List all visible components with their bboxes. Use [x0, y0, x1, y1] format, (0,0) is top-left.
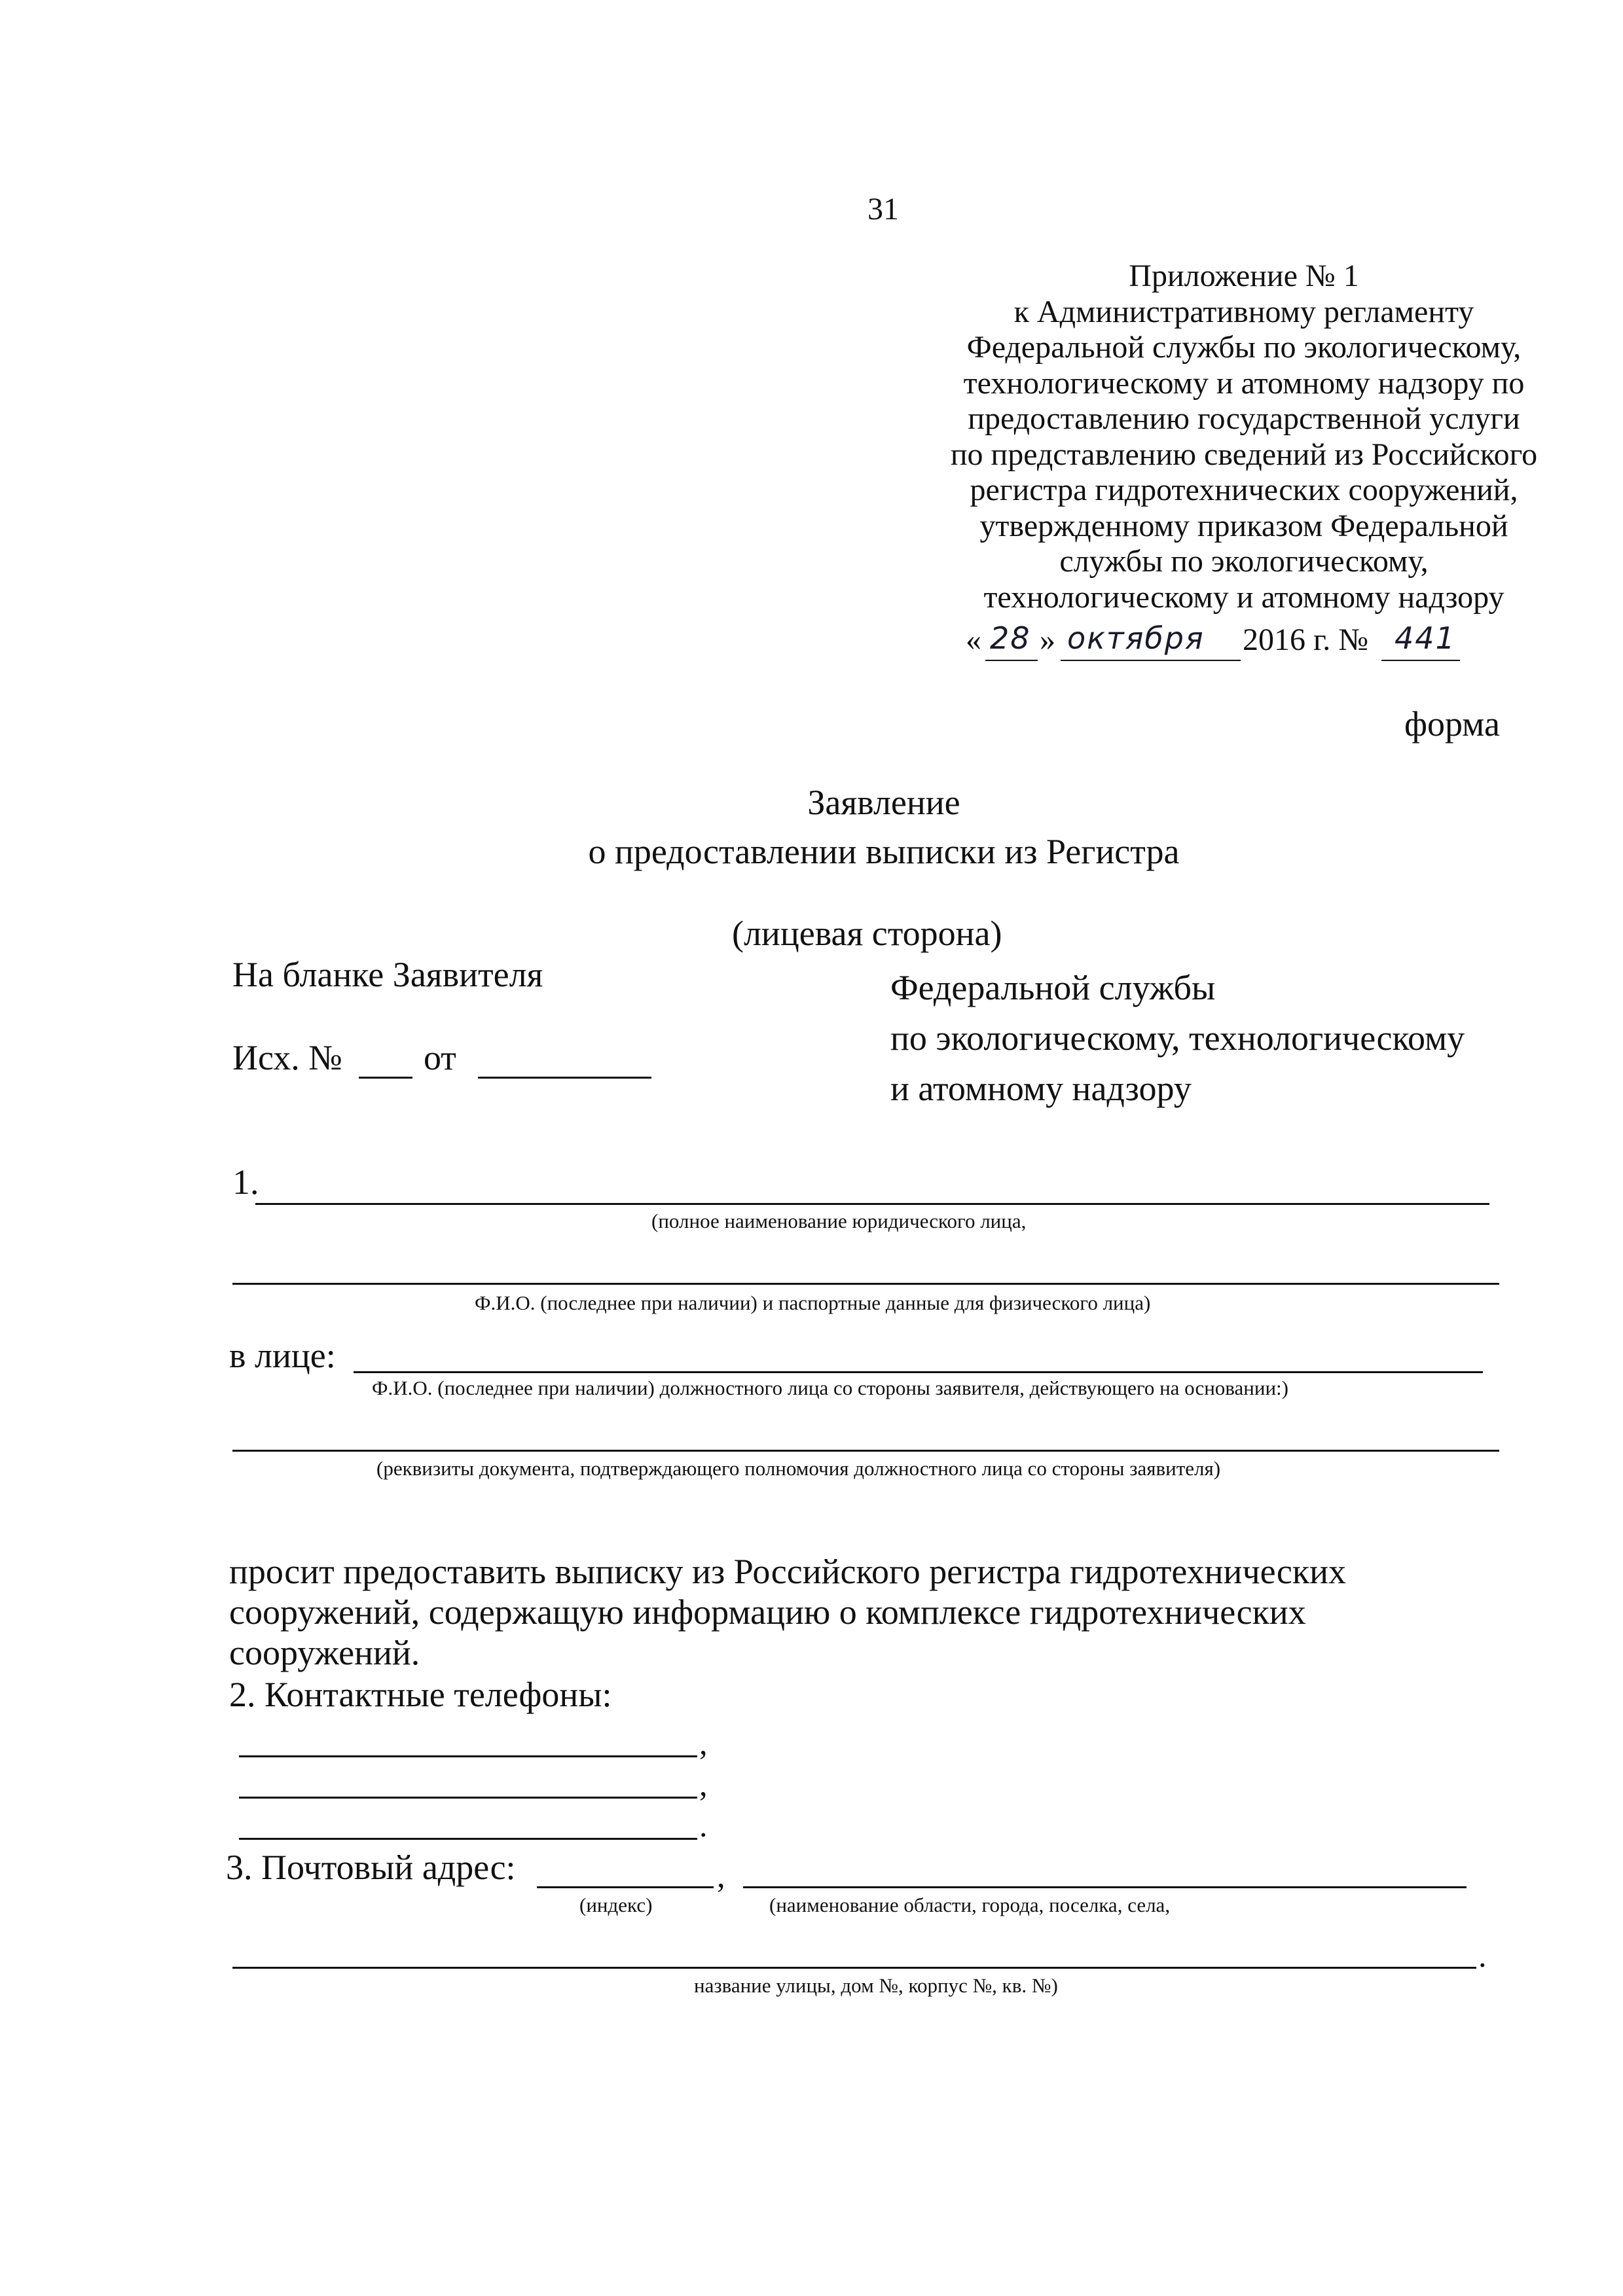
representative-name-line[interactable]	[354, 1371, 1483, 1373]
field-hint: (реквизиты документа, подтверждающего полномочия должностного лица со стороны заявителя)	[376, 1457, 1221, 1480]
addressee-line: Федеральной службы	[890, 968, 1216, 1007]
postal-locality-line[interactable]	[743, 1886, 1467, 1888]
ref-number-label: Исх. №	[232, 1038, 342, 1077]
appendix-line: предоставлению государственной услуги	[968, 401, 1520, 436]
authority-document-line[interactable]	[232, 1450, 1499, 1452]
appendix-line: по представлению сведений из Российского	[950, 437, 1538, 472]
phone-separator: ,	[699, 1766, 708, 1803]
phone-separator: ,	[699, 1725, 708, 1761]
representative-label: в лице:	[229, 1336, 336, 1375]
handwritten-number: 441	[1395, 620, 1456, 656]
field-hint: (индекс)	[579, 1893, 653, 1916]
appendix-line: утвержденному приказом Федеральной	[979, 508, 1508, 543]
request-text: сооружений.	[229, 1633, 420, 1672]
phone-line-3[interactable]	[239, 1838, 697, 1840]
field-hint: название улицы, дом №, корпус №, кв. №)	[694, 1974, 1058, 1997]
side-label: (лицевая сторона)	[732, 914, 1002, 953]
field-hint: Ф.И.О. (последнее при наличии) должностного лица со стороны заявителя, действующего на основании:)	[372, 1376, 1288, 1399]
handwritten-month: октября	[1067, 620, 1205, 656]
appendix-line: регистра гидротехнических сооружений,	[970, 473, 1518, 507]
appendix-line: Федеральной службы по экологическому,	[966, 330, 1522, 365]
applicant-details-line[interactable]	[232, 1283, 1499, 1285]
page-number: 31	[867, 192, 899, 226]
open-quote: «	[966, 622, 981, 657]
postal-end-dot: .	[1478, 1937, 1487, 1974]
postal-street-line[interactable]	[232, 1967, 1476, 1969]
phones-label: 2. Контактные телефоны:	[229, 1675, 612, 1714]
appendix-header	[903, 259, 1584, 615]
form-label: форма	[1404, 704, 1500, 744]
appendix-line: службы по экологическому,	[1059, 544, 1429, 579]
handwritten-day: 28	[990, 620, 1031, 656]
close-quote: »	[1040, 622, 1055, 657]
appendix-line: технологическому и атомному надзору по	[963, 365, 1525, 401]
phone-terminator: .	[699, 1807, 708, 1844]
addressee-line: и атомному надзору	[890, 1069, 1192, 1108]
addressee-line: по экологическому, технологическому	[890, 1018, 1465, 1058]
postal-index-line[interactable]	[537, 1886, 714, 1888]
field-hint: Ф.И.О. (последнее при наличии) и паспортные данные для физического лица)	[475, 1291, 1151, 1314]
letterhead-label: На бланке Заявителя	[232, 955, 543, 994]
phone-line-2[interactable]	[239, 1797, 697, 1799]
field-hint: (наименование области, города, поселка, села,	[769, 1893, 1171, 1916]
document-subtitle: о предоставлении выписки из Регистра	[588, 832, 1180, 871]
postal-comma: ,	[717, 1857, 725, 1894]
appendix-line: Приложение № 1	[1129, 259, 1359, 293]
ref-date-label: от	[424, 1038, 456, 1077]
request-text: просит предоставить выписку из Российского регистра гидротехнических	[229, 1552, 1347, 1591]
appendix-line: к Административному регламенту	[1013, 294, 1474, 329]
appendix-line: технологическому и атомному надзору	[983, 579, 1504, 615]
document-title: Заявление	[807, 783, 960, 822]
field-hint: (полное наименование юридического лица,	[651, 1210, 1027, 1232]
order-year: 2016 г. №	[1243, 622, 1369, 657]
request-text: сооружений, содержащую информацию о комплексе гидротехнических	[229, 1592, 1306, 1632]
postal-label: 3. Почтовый адрес:	[226, 1848, 516, 1887]
phone-line-1[interactable]	[239, 1755, 697, 1757]
applicant-name-line[interactable]	[255, 1203, 1489, 1205]
field-1-number: 1.	[232, 1162, 259, 1202]
